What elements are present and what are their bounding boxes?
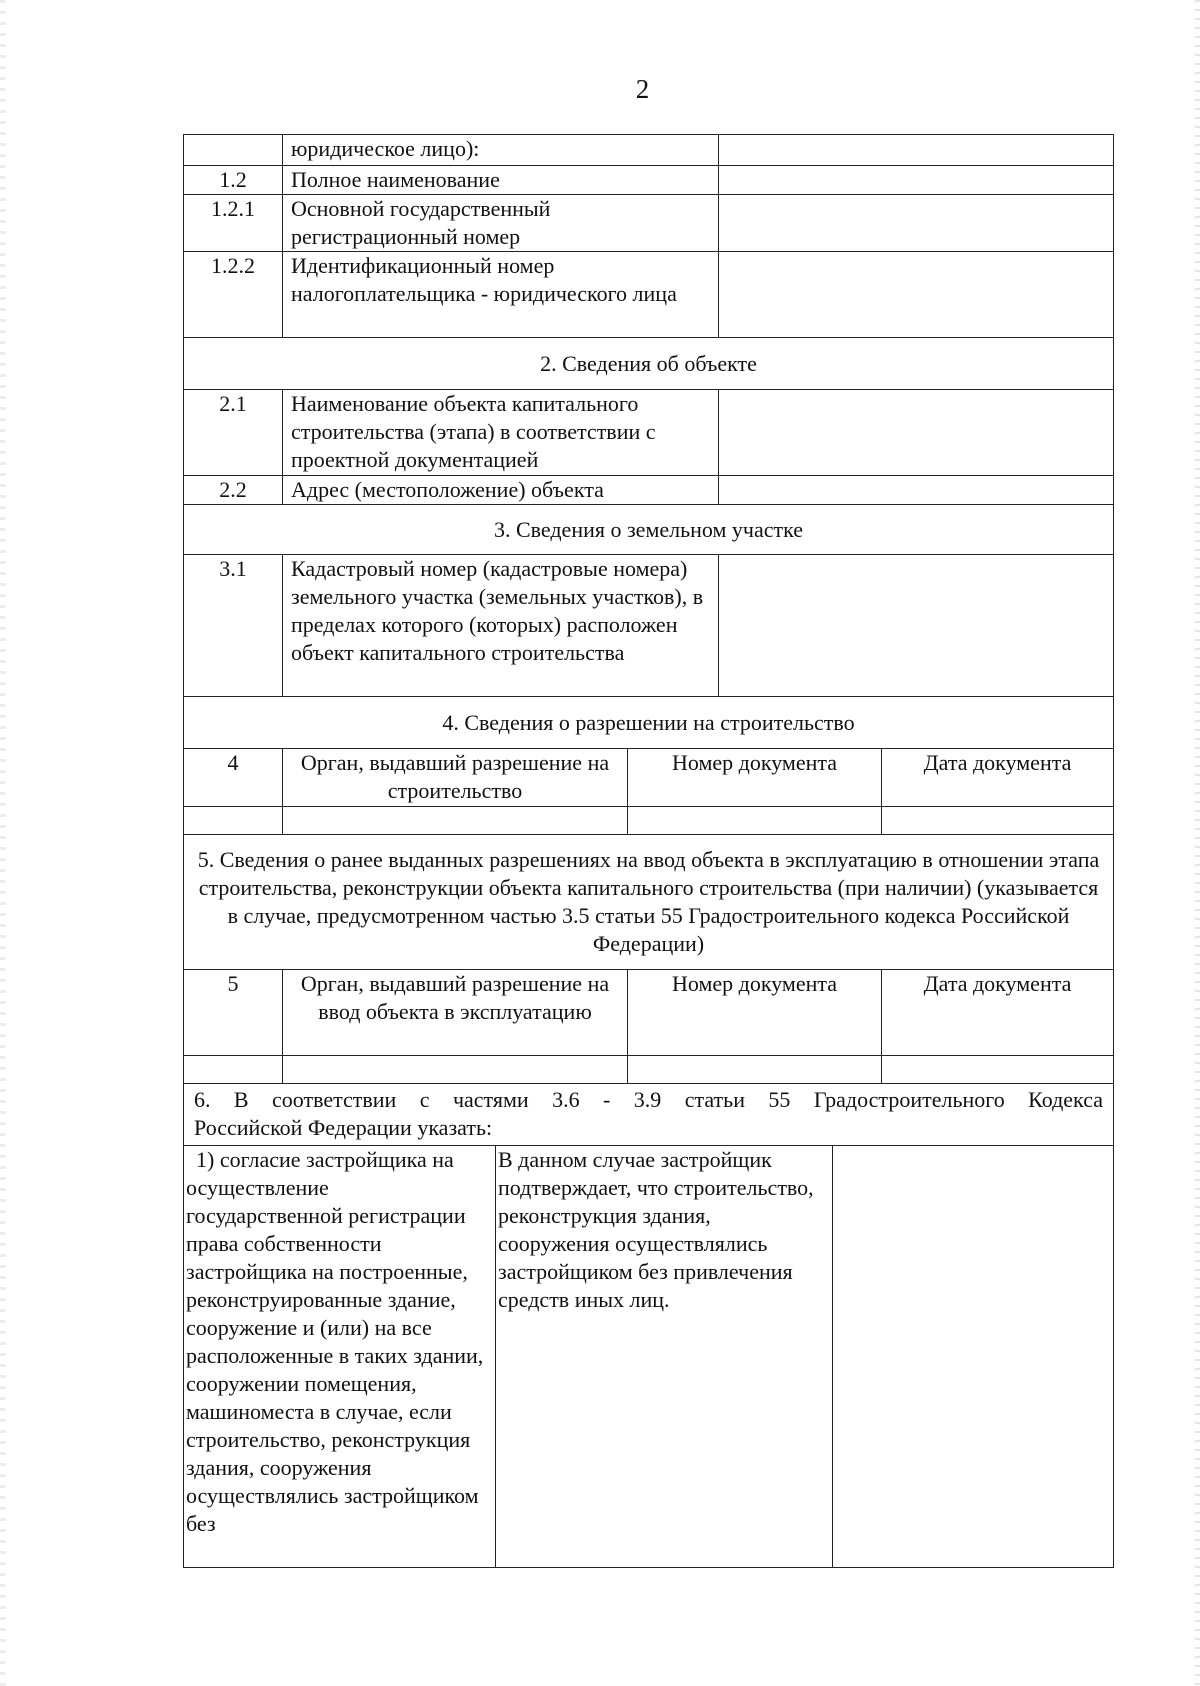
table-row <box>184 1146 1114 1568</box>
column-header-authority: Орган, выдавший разрешение на ввод объекта в эксплуатацию <box>283 970 628 1056</box>
section-4-title: 4. Сведения о разрешении на строительство <box>184 697 1114 749</box>
column-header-number: Номер документа <box>628 749 882 807</box>
value-cell <box>719 252 1114 338</box>
form-table-section-6-title <box>183 1083 1114 1146</box>
section-6-title <box>184 1084 1114 1146</box>
empty-cell <box>628 1056 882 1084</box>
number-cell: 1.2.2 <box>184 252 283 338</box>
table-row <box>184 195 1114 252</box>
empty-cell <box>184 1056 283 1084</box>
consent-item-cell: 1) согласие застройщика на осуществление государственной регистрации права собственности застройщика на построенные, реконструированные здание, сооружение и (или) на все расположенные в таких здании, сооружении помещения, машиноместа в случае, если строительство, реконструкция здания, сооружения осуществлялись застройщиком без <box>184 1146 496 1568</box>
label-cell: Основной государственный регистрационный номер <box>283 195 719 252</box>
value-cell <box>719 166 1114 195</box>
scan-edge-right <box>1195 0 1200 1686</box>
section-header-row <box>184 697 1114 749</box>
table-row <box>184 135 1114 166</box>
number-cell: 2.2 <box>184 476 283 505</box>
column-header-row <box>184 749 1114 807</box>
empty-cell <box>882 807 1114 835</box>
form-table-sections-4-5 <box>183 748 1114 1084</box>
label-cell: Полное наименование <box>283 166 719 195</box>
number-cell: 4 <box>184 749 283 807</box>
page-number: 2 <box>635 74 650 104</box>
value-cell <box>719 555 1114 697</box>
section-header-row <box>184 338 1114 390</box>
table-row <box>184 252 1114 338</box>
column-header-number: Номер документа <box>628 970 882 1056</box>
table-row <box>184 476 1114 505</box>
column-header-row <box>184 970 1114 1056</box>
number-cell: 2.1 <box>184 390 283 476</box>
label-cell: Кадастровый номер (кадастровые номера) земельного участка (земельных участков), в пределах которого (которых) расположен объект капитального строительства <box>283 555 719 697</box>
number-cell: 3.1 <box>184 555 283 697</box>
value-cell <box>719 195 1114 252</box>
value-cell <box>719 476 1114 505</box>
table-row <box>184 555 1114 697</box>
column-header-authority: Орган, выдавший разрешение на строительство <box>283 749 628 807</box>
label-cell: Идентификационный номер налогоплательщика - юридического лица <box>283 252 719 338</box>
value-cell <box>833 1146 1114 1568</box>
section-6-title-line-2: Российской Федерации указать: <box>194 1115 493 1140</box>
table-row <box>184 166 1114 195</box>
label-cell: юридическое лицо): <box>283 135 719 166</box>
number-cell: 1.2.1 <box>184 195 283 252</box>
section-6-title-line-1: 6. В соответствии с частями 3.6 - 3.9 статьи 55 Градостроительного Кодекса <box>194 1087 1103 1112</box>
empty-cell <box>283 1056 628 1084</box>
form-table-sections-1-3 <box>183 134 1114 749</box>
consent-note-cell: В данном случае застройщик подтверждает, что строительство, реконструкция здания, сооружения осуществлялись застройщиком без привлечения средств иных лиц. <box>496 1146 833 1568</box>
column-header-date: Дата документа <box>882 970 1114 1056</box>
section-header-row <box>184 505 1114 555</box>
table-row <box>184 807 1114 835</box>
table-row <box>184 1056 1114 1084</box>
section-header-row <box>184 1084 1114 1146</box>
section-header-row <box>184 835 1114 970</box>
form-table-section-6-body <box>183 1145 1114 1568</box>
section-3-title: 3. Сведения о земельном участке <box>184 505 1114 555</box>
value-cell <box>719 390 1114 476</box>
empty-cell <box>628 807 882 835</box>
empty-cell <box>184 807 283 835</box>
label-cell: Адрес (местоположение) объекта <box>283 476 719 505</box>
empty-cell <box>283 807 628 835</box>
scan-edge-left <box>0 0 6 1686</box>
table-row <box>184 390 1114 476</box>
empty-cell <box>882 1056 1114 1084</box>
number-cell: 5 <box>184 970 283 1056</box>
value-cell <box>719 135 1114 166</box>
column-header-date: Дата документа <box>882 749 1114 807</box>
section-5-title: 5. Сведения о ранее выданных разрешениях на ввод объекта в эксплуатацию в отношении этапа строительства, реконструкции объекта капитального строительства (при наличии) (указывается в случае, предусмотренном частью 3.5 статьи 55 Градостроительного кодекса Российской Федерации) <box>184 835 1114 970</box>
number-cell <box>184 135 283 166</box>
number-cell: 1.2 <box>184 166 283 195</box>
section-2-title: 2. Сведения об объекте <box>184 338 1114 390</box>
label-cell: Наименование объекта капитального строительства (этапа) в соответствии с проектной документацией <box>283 390 719 476</box>
